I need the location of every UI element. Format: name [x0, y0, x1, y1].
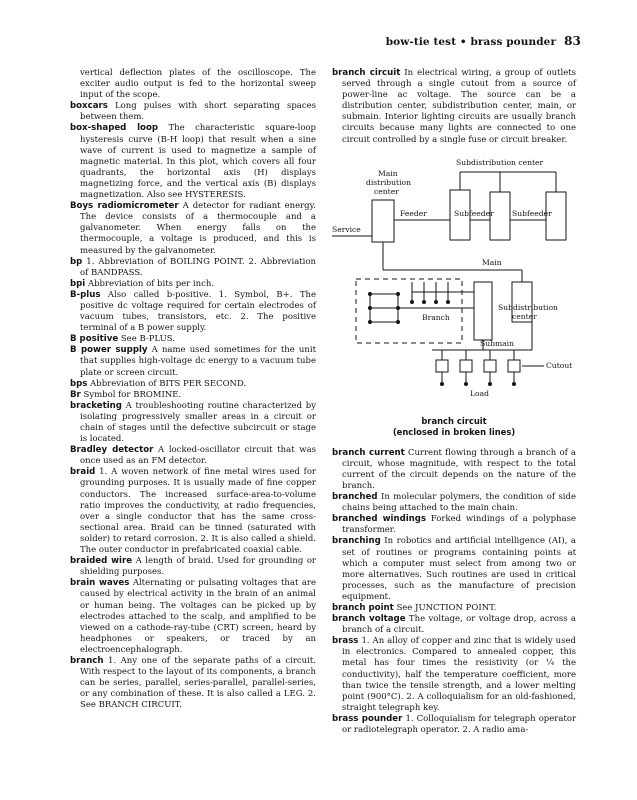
wiring-schematic: [332, 152, 576, 412]
main-distribution-box: [372, 200, 394, 242]
label-subfeeder-2: Subfeeder: [512, 208, 552, 218]
entry-braided-wire: braided wire A length of braid. Used for grounding or shielding purposes.: [70, 556, 316, 578]
entry-b-power-supply: B power supply A name used sometimes for the unit that supplies high-voltage dc energy to a vacuum tube plate or screen circuit.: [70, 345, 317, 378]
running-header: [386, 34, 581, 48]
right-column: [332, 68, 576, 736]
label-feeder: Feeder: [400, 208, 427, 218]
entry-bps: bps Abbreviation of BITS PER SECOND.: [70, 378, 247, 389]
entry-bradley-detector: Bradley detector A locked-oscillator circuit that was once used as an FM detector.: [70, 445, 317, 467]
label-subdistribution-center-top: Subdistribution center: [456, 157, 544, 167]
left-column: [70, 68, 316, 711]
label-subdistribution-center: center: [512, 311, 537, 321]
entry-branching: branching In robotics and artificial intelligence (AI), a set of routines or programs containing points at which a computer must select from among two or more alternatives. Such routines are used in critical processes, such as the manufacture of precision equipment.: [332, 536, 576, 602]
entry-branch-voltage: branch voltage The voltage, or voltage drop, across a branch of a circuit.: [332, 614, 576, 636]
label-load: Load: [470, 388, 490, 398]
entry-b-plus: B-plus Also called b-positive. 1. Symbol, B+. The positive dc voltage required for certain electrodes of vacuum tubes, transistors, etc. 2. The positive terminal of a B power supply.: [70, 289, 316, 334]
entry-branched: branched In molecular polymers, the condition of side chains being attached to the main chain.: [332, 492, 576, 514]
entry-boxcars: boxcars Long pulses with short separating spaces between them.: [70, 101, 316, 123]
cutout-3: [484, 360, 496, 372]
entry-braid: braid 1. A woven network of fine metal wires used for grounding purposes. It is usually made of fine copper conductors. The increased surface-area-to-volume ratio improves the conductivity, at radio frequencies, over a single conductor that has the same cross-sectional area. Braid can be tinned (saturated with solder) to retard corrosion. 2. It is also called a shield. The outer conductor in prefabricated coaxial cable.: [70, 467, 316, 556]
entry-branch-circuit: branch circuit In electrical wiring, a group of outlets served through a single cutout from a source of power-line ac voltage. The source can be a distribution center, subdistribution center, main, or submain. Interior lighting circuits are usually branch circuits because many lights are connected to one circuit controlled by a single fuse or circuit breaker.: [332, 68, 577, 145]
page-number: 83: [564, 34, 581, 48]
label-center: center: [374, 186, 399, 196]
entry-br: Br Symbol for BROMINE.: [70, 389, 182, 400]
entry-box-shaped-loop: box-shaped loop The characteristic square-loop hysteresis curve (B-H loop) that result when a sine wave of current is used to magnetize a sample of magnetic material. In this plot, which covers all four quadrants, the horizontal axis (H) displays magnetizing force, and the vertical axis (B) displays magnetization. Also see HYSTERESIS.: [70, 123, 316, 201]
entry-boys-radiomicrometer: Boys radiomicrometer A detector for radiant energy. The device consists of a thermocouple and a galvanometer. When energy falls on the thermocouple, a voltage is produced, and this is measured by the galvanometer.: [70, 201, 316, 256]
label-cutout: Cutout: [546, 360, 573, 370]
entry-continuation: vertical deflection plates of the oscilloscope. The exciter audio output is fed to the horizontal sweep input of the scope.: [80, 68, 316, 101]
entry-bracketing: bracketing A troubleshooting routine characterized by isolating progressively smaller areas in a circuit or chain of stages until the defective subcircuit or stage is located.: [70, 400, 316, 445]
cutout-4: [508, 360, 520, 372]
entry-b-positive: B positive See B-PLUS.: [70, 334, 176, 345]
entry-bpi: bpi Abbreviation of bits per inch.: [70, 278, 215, 289]
caption-line-1: branch circuit: [421, 415, 487, 426]
label-branch: Branch: [422, 312, 450, 322]
label-main: Main: [378, 168, 398, 178]
entry-branch-point: branch point See JUNCTION POINT.: [332, 602, 497, 613]
entry-brass-pounder: brass pounder 1. Colloquialism for telegraph operator or radiotelegraph operator. 2. A radio ama-: [332, 713, 577, 735]
entry-branched-windings: branched windings Forked windings of a polyphase transformer.: [332, 514, 576, 536]
branch-circuit-diagram: [332, 152, 576, 412]
caption-line-2: (enclosed in broken lines): [392, 426, 516, 437]
label-service: Service: [332, 224, 361, 234]
subdistribution-box-mid: [474, 282, 492, 340]
cutout-2: [460, 360, 472, 372]
label-subfeeder-1: Subfeeder: [454, 208, 494, 218]
entry-bp: bp 1. Abbreviation of BOILING POINT. 2. Abbreviation of BANDPASS.: [70, 256, 316, 278]
branch-enclosure: [356, 279, 462, 343]
label-submain: Submain: [480, 338, 515, 348]
entry-branch: branch 1. Any one of the separate paths of a circuit. With respect to the layout of its components, a branch can be series, parallel, series-parallel, parallel-series, or any combination of these. It is also called a LEG. 2. See BRANCH CIRCUIT.: [70, 655, 316, 711]
label-main-line: Main: [482, 257, 502, 267]
entry-brain-waves: brain waves Alternating or pulsating voltages that are caused by electrical activity in the brain of an animal or human being. The voltages can be picked up by electrodes attached to the scalp, and amplified to be viewed on a cathode-ray-tube (CRT) screen, heard by headphones or speakers, or traced by an electroencephalograph.: [70, 578, 317, 655]
entry-brass: brass 1. An alloy of copper and zinc that is widely used in electronics. Compared to annealed copper, this metal has four times the resistivity (or ¼ the conductivity), half the temperature coefficient, more than twice the tensile strength, and a lower melting point (900°C). 2. A colloquialism for an old-fashioned, straight telegraph key.: [332, 636, 576, 713]
entry-branch-current: branch current Current flowing through a branch of a circuit, whose magnitude, with respect to the total current of the circuit depends on the nature of the branch.: [332, 447, 576, 491]
diagram-caption: [332, 416, 576, 438]
label-subdistribution: Subdistribution: [498, 302, 558, 312]
cutout-1: [436, 360, 448, 372]
label-distribution: distribution: [366, 177, 411, 187]
header-title: bow-tie test • brass pounder: [385, 36, 557, 48]
